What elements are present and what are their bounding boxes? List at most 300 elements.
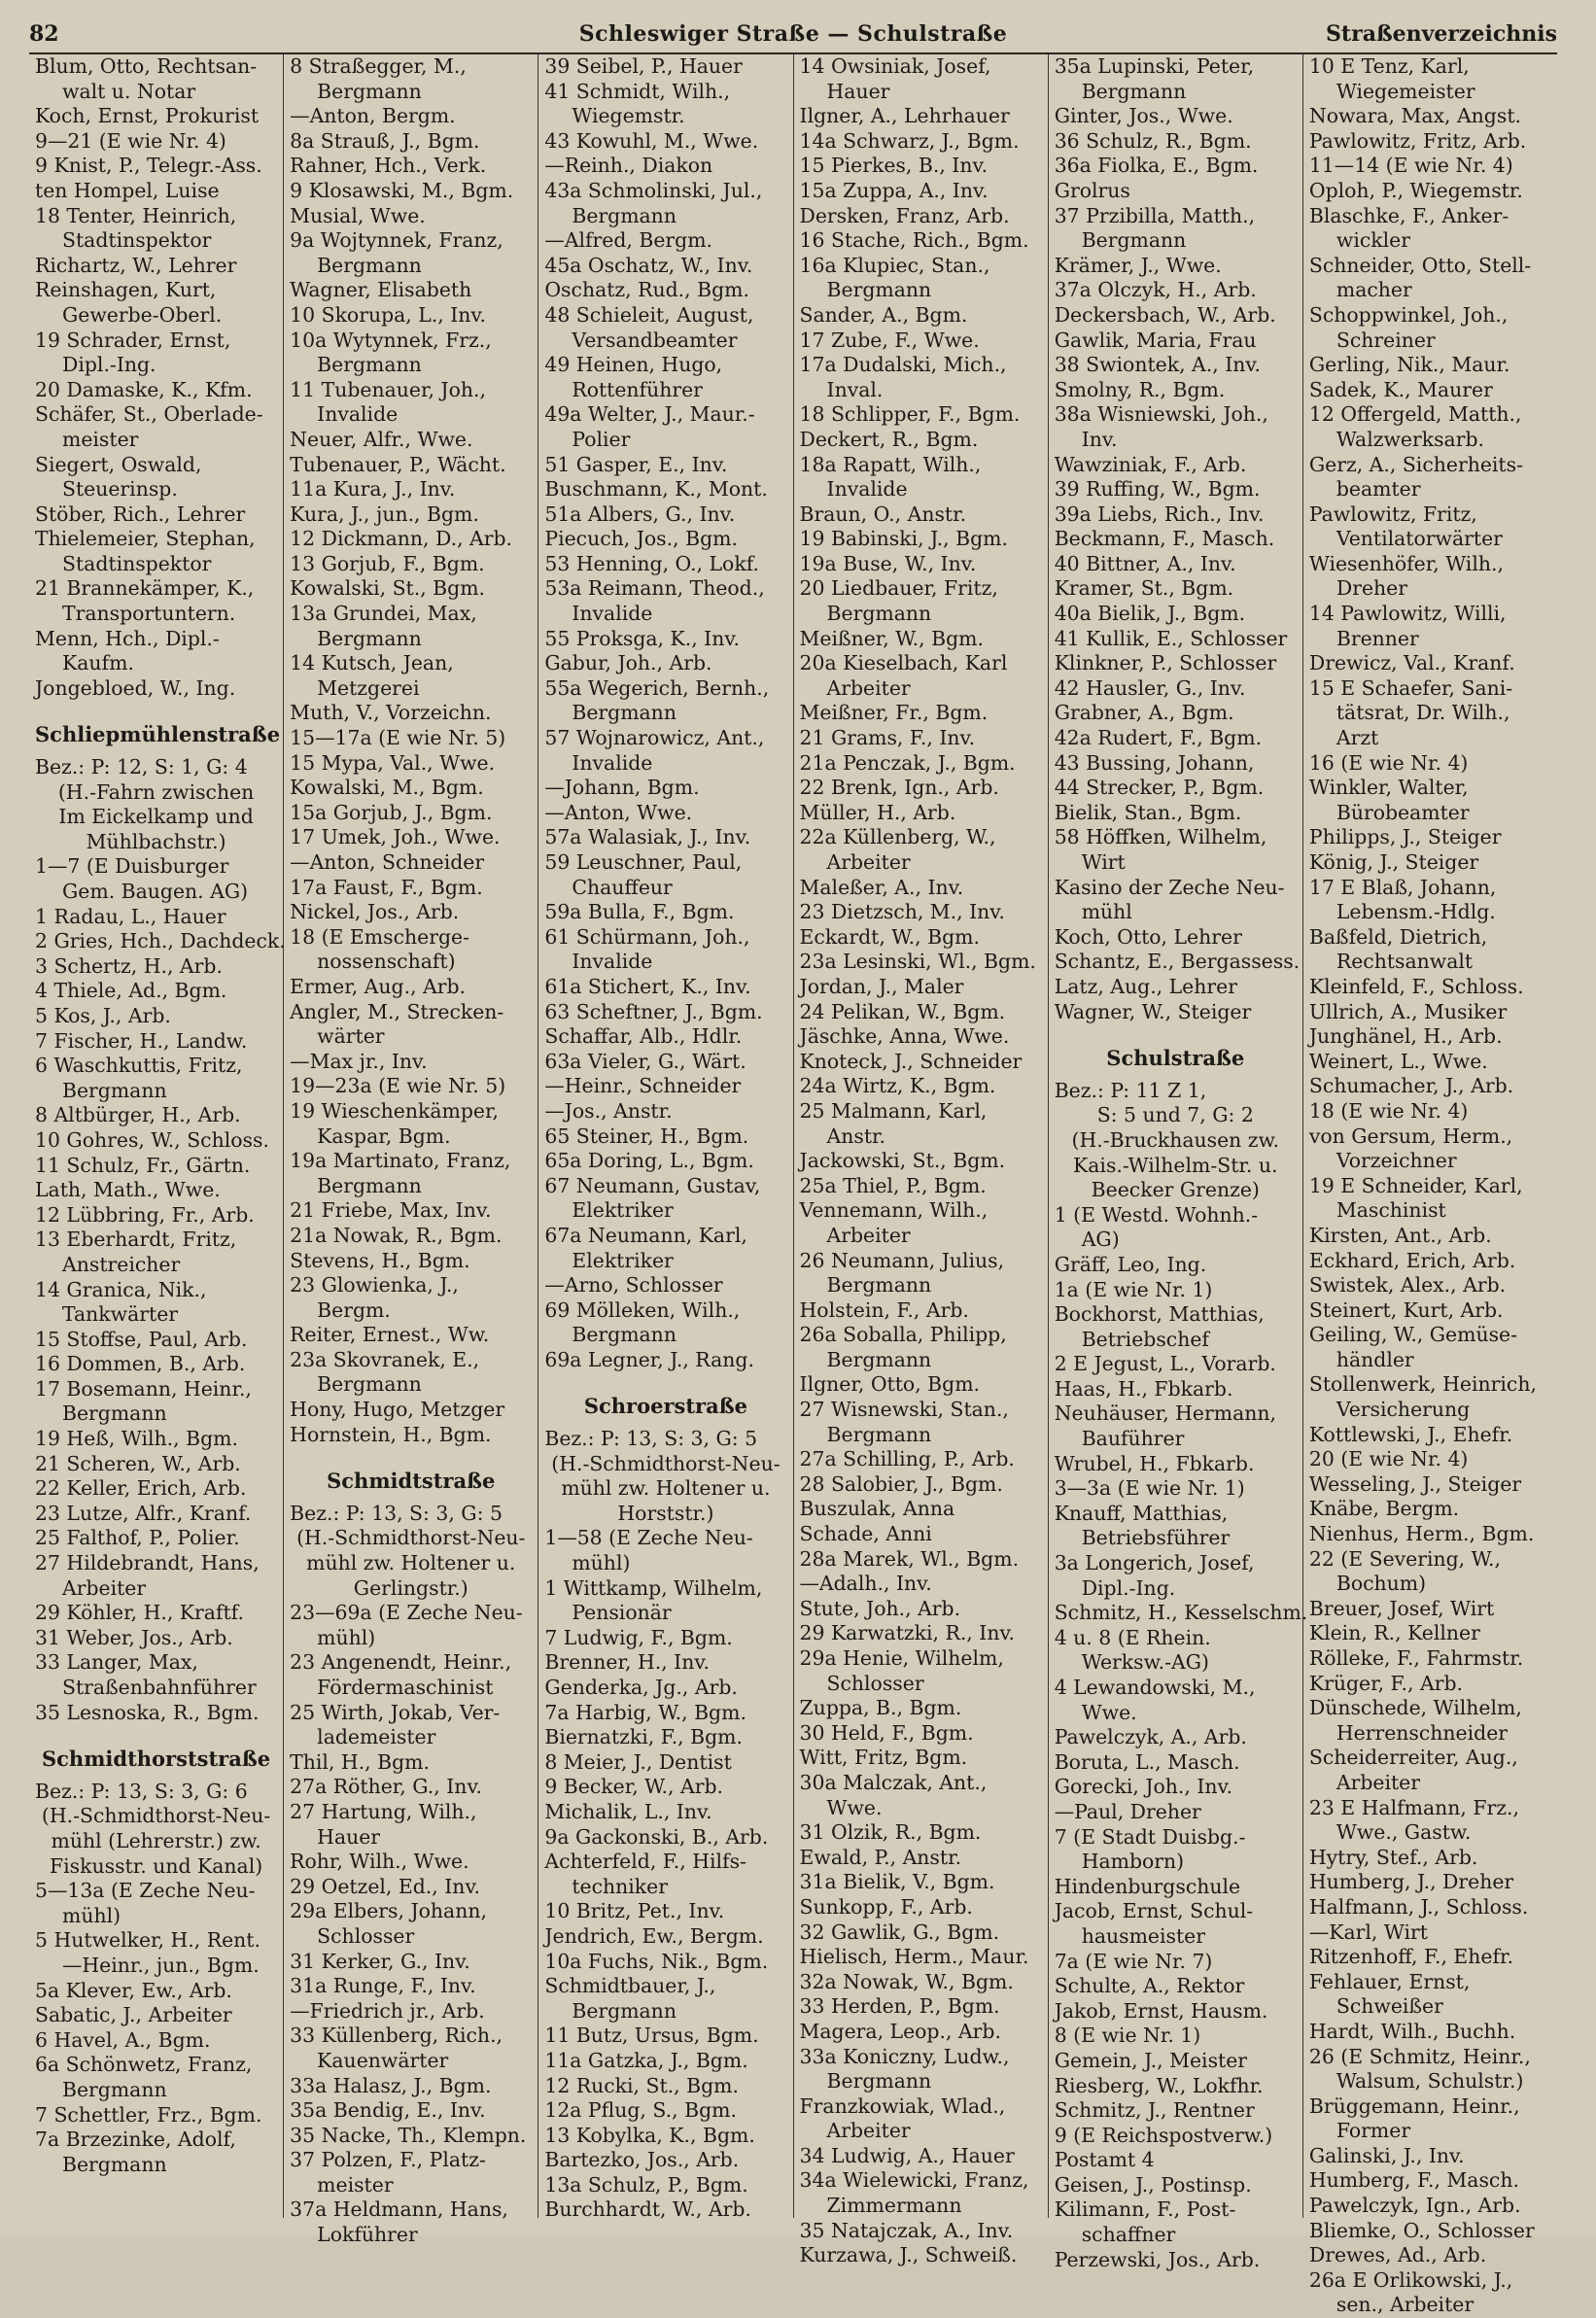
entry-line: Polier	[572, 427, 631, 451]
entry-line: Anstreicher	[62, 1252, 181, 1276]
entry-line: 49 Heinen, Hugo,	[544, 353, 723, 377]
entry-line: Meißner, W., Bgm.	[799, 626, 984, 650]
entry-line: Richartz, W., Lehrer	[35, 253, 237, 277]
entry-line: —Johann, Bgm.	[544, 776, 700, 800]
entry-line: walt u. Notar	[62, 79, 196, 103]
entry-line: Invalide	[572, 602, 653, 626]
entry-line: Hindenburgschule	[1054, 1874, 1241, 1898]
entry-line: Kilimann, F., Post-	[1054, 2197, 1236, 2222]
entry-line: Holstein, F., Arb.	[799, 1297, 969, 1322]
entry-line: 22 (E Severing, W.,	[1308, 1546, 1502, 1571]
entry-line: 34a Wielewicki, Franz,	[799, 2168, 1029, 2193]
entry-line: Blum, Otto, Rechtsan-	[35, 54, 258, 78]
entry-line: Junghänel, H., Arb.	[1308, 1024, 1503, 1049]
entry-line: Brenner, H., Inv.	[544, 1650, 710, 1675]
entry-line: Hauer	[317, 1824, 381, 1849]
entry-line: Schantz, E., Bergassess.	[1054, 950, 1301, 974]
entry-line: Wagner, W., Steiger	[1054, 999, 1252, 1023]
entry-line: Pawelczyk, A., Arb.	[1054, 1725, 1247, 1749]
entry-line: 7 Schettler, Frz., Bgm.	[35, 2102, 262, 2127]
entry-line: 67 Neumann, Gustav,	[544, 1173, 761, 1197]
entry-line: Gewerbe-Oberl.	[62, 302, 223, 327]
entry-line: 3 Schertz, H., Arb.	[35, 953, 223, 978]
entry-line: 22 Keller, Erich, Arb.	[35, 1476, 247, 1501]
entry-line: Steinert, Kurt, Arb.	[1308, 1297, 1504, 1322]
entry-line: Knoteck, J., Schneider	[799, 1049, 1023, 1073]
entry-line: Bliemke, O., Schlosser	[1308, 2218, 1535, 2242]
entry-line: Bergmann	[62, 1078, 167, 1102]
entry-line: 5a Klever, Ew., Arb.	[35, 1978, 232, 2002]
entry-line: 1a (E wie Nr. 1)	[1054, 1277, 1213, 1301]
entry-line: 16 Stache, Rich., Bgm.	[799, 228, 1029, 253]
entry-line: Kaufm.	[62, 651, 134, 675]
entry-line: Bergmann	[572, 1998, 677, 2023]
entry-line: Kauenwärter	[317, 2048, 449, 2072]
entry-line: Fehlauer, Ernst,	[1308, 1969, 1471, 1993]
entry-line: Gerling, Nik., Maur.	[1308, 353, 1510, 377]
entry-line: 10 Skorupa, L., Inv.	[290, 302, 487, 327]
entry-line: Gawlik, Maria, Frau	[1054, 328, 1257, 352]
entry-line: Chauffeur	[572, 875, 673, 899]
entry-line: Schulte, A., Rektor	[1054, 1974, 1245, 1998]
entry-line: Arbeiter	[1336, 1770, 1420, 1794]
entry-line: Wwe.	[826, 1795, 883, 1819]
entry-line: Wiegemeister	[1336, 79, 1475, 103]
entry-line: 3a Longerich, Josef,	[1054, 1551, 1255, 1575]
entry-line: 17a Dudalski, Mich.,	[799, 353, 1007, 377]
entry-line: Eckhard, Erich, Arb.	[1308, 1248, 1516, 1272]
entry-line: Bez.: P: 13, S: 3, G: 6	[35, 1779, 248, 1803]
entry-line: 33 Herden, P., Bgm.	[799, 1994, 1000, 2019]
entry-line: Kowalski, M., Bgm.	[290, 776, 484, 800]
entry-line: Wawziniak, F., Arb.	[1054, 452, 1247, 476]
entry-line: 21 Brannekämper, K.,	[35, 576, 255, 601]
entry-line: Transportuntern.	[62, 602, 236, 626]
entry-line: Bauführer	[1081, 1427, 1185, 1451]
entry-line: Nickel, Jos., Arb.	[290, 900, 460, 924]
entry-line: —Max jr., Inv.	[290, 1049, 428, 1073]
entry-line: (H.-Schmidthorst-Neu-	[551, 1451, 781, 1475]
entry-line: Knauff, Matthias,	[1054, 1501, 1229, 1525]
entry-line: Krüger, F., Arb.	[1308, 1671, 1463, 1695]
entry-line: 13 Gorjub, F., Bgm.	[290, 551, 485, 575]
entry-line: 37a Heldmann, Hans,	[290, 2197, 508, 2222]
entry-line: 26a E Orlikowski, J.,	[1308, 2267, 1513, 2292]
entry-line: 9a Gackonski, B., Arb.	[544, 1824, 769, 1849]
entry-line: Betriebschef	[1081, 1327, 1209, 1351]
entry-line: Bergmann	[572, 701, 677, 725]
entry-line: 22a Küllenberg, W.,	[799, 825, 996, 849]
entry-line: 65a Doring, L., Bgm.	[544, 1149, 754, 1173]
entry-line: Sadek, K., Maurer	[1308, 377, 1493, 401]
entry-line: Geiling, W., Gemüse-	[1308, 1323, 1518, 1347]
entry-line: 29 Karwatzki, R., Inv.	[799, 1621, 1016, 1645]
street-heading: Schmidthorststraße	[41, 1747, 271, 1772]
entry-line: 23a Lesinski, Wl., Bgm.	[799, 950, 1036, 974]
entry-line: mühl)	[317, 1625, 376, 1649]
entry-line: Bergmann	[62, 1401, 167, 1426]
entry-line: Kurzawa, J., Schweiß.	[799, 2243, 1018, 2267]
entry-line: 26 Neumann, Julius,	[799, 1248, 1005, 1272]
entry-line: 69 Mölleken, Wilh.,	[544, 1297, 741, 1322]
entry-line: 27a Röther, G., Inv.	[290, 1775, 483, 1799]
entry-line: Arbeiter	[826, 1223, 911, 1247]
entry-line: Gorecki, Joh., Inv.	[1054, 1775, 1233, 1799]
entry-line: Bergmann	[826, 278, 932, 302]
entry-line: 10a Wytynnek, Frz.,	[290, 328, 492, 352]
entry-line: 14 Owsiniak, Josef,	[799, 54, 991, 78]
entry-line: Bergmann	[317, 1372, 422, 1397]
entry-line: 1—58 (E Zeche Neu-	[544, 1526, 753, 1550]
entry-line: mühl)	[62, 1903, 121, 1927]
entry-line: 17 Umek, Joh., Wwe.	[290, 825, 501, 849]
text-columns	[29, 54, 1557, 2317]
entry-line: 13 Eberhardt, Fritz,	[35, 1228, 237, 1252]
entry-line: 35 Natajczak, A., Inv.	[799, 2218, 1014, 2242]
entry-line: —Heinr., Schneider	[544, 1074, 742, 1098]
entry-line: —Reinh., Diakon	[544, 154, 713, 178]
entry-line: Stöber, Rich., Lehrer	[35, 502, 246, 526]
entry-line: 27a Schilling, P., Arb.	[799, 1447, 1015, 1471]
entry-line: Schaffar, Alb., Hdlr.	[544, 1024, 743, 1049]
entry-line: sen., Arbeiter	[1336, 2293, 1475, 2317]
column-5	[1049, 54, 1308, 2271]
entry-line: Schlosser	[317, 1923, 415, 1948]
entry-line: Schumacher, J., Arb.	[1308, 1074, 1514, 1098]
entry-line: 55a Wegerich, Bernh.,	[544, 675, 770, 700]
entry-line: Fördermaschinist	[317, 1676, 494, 1699]
entry-line: Bochum)	[1336, 1572, 1427, 1596]
entry-line: 1 Radau, L., Hauer	[35, 904, 226, 928]
entry-line: Ewald, P., Anstr.	[799, 1845, 962, 1869]
entry-line: 21 Scheren, W., Arb.	[35, 1451, 241, 1475]
entry-line: schaffner	[1081, 2223, 1176, 2247]
entry-line: 37 Polzen, F., Platz-	[290, 2148, 486, 2172]
entry-line: Kleinfeld, F., Schloss.	[1308, 974, 1524, 998]
entry-line: beamter	[1336, 477, 1421, 502]
entry-line: 2 E Jegust, L., Vorarb.	[1054, 1352, 1276, 1376]
entry-line: (H.-Bruckhausen zw.	[1071, 1127, 1280, 1152]
entry-line: 42a Rudert, F., Bgm.	[1054, 726, 1263, 750]
entry-line: Rahner, Hch., Verk.	[290, 154, 487, 178]
entry-line: Bergmann	[572, 1323, 677, 1347]
entry-line: Rechtsanwalt	[1336, 950, 1474, 974]
entry-line: —Anton, Bergm.	[290, 104, 456, 128]
entry-line: 58 Höffken, Wilhelm,	[1054, 825, 1267, 849]
entry-line: Im Eickelkamp und	[58, 805, 254, 829]
entry-line: Biernatzki, F., Bgm.	[544, 1725, 743, 1749]
entry-line: Knäbe, Bergm.	[1308, 1497, 1460, 1521]
entry-line: Jackowski, St., Bgm.	[799, 1149, 1006, 1173]
entry-line: Tankwärter	[62, 1302, 179, 1327]
entry-line: 31 Kerker, G., Inv.	[290, 1949, 470, 1973]
entry-line: Jakob, Ernst, Hausm.	[1054, 1998, 1268, 2023]
entry-line: Humberg, F., Masch.	[1308, 2168, 1519, 2193]
entry-line: mühl zw. Holtener u.	[306, 1551, 516, 1575]
entry-line: Franzkowiak, Wlad.,	[799, 2093, 1006, 2118]
entry-line: Kasino der Zeche Neu-	[1054, 875, 1285, 899]
entry-line: Bergmann	[826, 2069, 932, 2093]
entry-line: Steuerinsp.	[62, 477, 178, 502]
entry-line: Arbeiter	[826, 675, 911, 700]
entry-line: 33a Halasz, J., Bgm.	[290, 2073, 492, 2097]
entry-line: Siegert, Oswald,	[35, 452, 202, 476]
entry-line: Gerz, A., Sicherheits-	[1308, 452, 1523, 476]
entry-line: 11a Kura, J., Inv.	[290, 477, 456, 502]
entry-line: Reinshagen, Kurt,	[35, 278, 217, 302]
entry-line: Bez.: P: 13, S: 3, G: 5	[290, 1501, 503, 1525]
entry-line: 8 Meier, J., Dentist	[544, 1749, 732, 1774]
entry-line: Bergmann	[826, 602, 932, 626]
entry-line: 17 Bosemann, Heinr.,	[35, 1376, 252, 1401]
entry-line: 11a Gatzka, J., Bgm.	[544, 2048, 748, 2072]
entry-line: Hornstein, H., Bgm.	[290, 1422, 492, 1446]
entry-line: 43a Schmolinski, Jul.,	[544, 178, 763, 202]
entry-line: Jacob, Ernst, Schul-	[1054, 1899, 1254, 1923]
entry-line: Rölleke, F., Fahrmstr.	[1308, 1646, 1524, 1670]
entry-line: Dipl.-Ing.	[62, 353, 156, 377]
entry-line: 18 Schlipper, F., Bgm.	[799, 402, 1021, 427]
entry-line: Sunkopp, F., Arb.	[799, 1894, 973, 1919]
entry-line: 49a Welter, J., Maur.-	[544, 402, 755, 427]
entry-line: Kramer, St., Bgm.	[1054, 576, 1234, 601]
entry-line: 21 Grams, F., Inv.	[799, 726, 976, 750]
entry-line: 1 (E Westd. Wohnh.-	[1054, 1202, 1259, 1227]
entry-line: Bockhorst, Matthias,	[1054, 1302, 1265, 1327]
entry-line: Baßfeld, Dietrich,	[1308, 924, 1488, 949]
entry-line: 39 Seibel, P., Hauer	[544, 54, 743, 78]
entry-line: 31a Runge, F., Inv.	[290, 1974, 476, 1998]
entry-line: 9—21 (E wie Nr. 4)	[35, 128, 226, 153]
entry-line: Pawelczyk, Ign., Arb.	[1308, 2194, 1521, 2218]
entry-line: 7a Brzezinke, Adolf,	[35, 2128, 236, 2152]
entry-line: 23 Glowienka, J.,	[290, 1273, 459, 1297]
entry-line: hausmeister	[1081, 1923, 1205, 1948]
street-heading: Schulstraße	[1106, 1046, 1245, 1071]
entry-line: Beecker Grenze)	[1091, 1178, 1260, 1202]
entry-line: Bergmann	[826, 1422, 932, 1446]
entry-line: Dipl.-Ing.	[1081, 1575, 1176, 1600]
entry-line: König, J., Steiger	[1308, 850, 1479, 874]
entry-line: Smolny, R., Bgm.	[1054, 377, 1226, 401]
entry-line: Burchhardt, W., Arb.	[544, 2197, 751, 2222]
entry-line: Muth, V., Vorzeichn.	[290, 701, 492, 725]
entry-line: 25a Thiel, P., Bgm.	[799, 1173, 987, 1197]
entry-line: Arzt	[1336, 726, 1379, 750]
entry-line: Schoppwinkel, Joh.,	[1308, 302, 1509, 327]
entry-line: Beckmann, F., Masch.	[1054, 527, 1275, 551]
page-header	[29, 14, 1557, 54]
entry-line: AG)	[1081, 1228, 1120, 1252]
entry-line: 43 Bussing, Johann,	[1054, 750, 1255, 775]
entry-line: Maschinist	[1336, 1198, 1446, 1223]
entry-line: 39 Ruffing, W., Bgm.	[1054, 477, 1261, 502]
entry-line: von Gersum, Herm.,	[1308, 1124, 1513, 1148]
entry-line: Haas, H., Fbkarb.	[1054, 1376, 1233, 1401]
entry-line: 40a Bielik, J., Bgm.	[1054, 602, 1246, 626]
entry-line: 51 Gasper, E., Inv.	[544, 452, 728, 476]
entry-line: —Arno, Schlosser	[544, 1273, 723, 1297]
entry-line: 20 Liedbauer, Fritz,	[799, 576, 998, 601]
entry-line: Reiter, Ernest., Ww.	[290, 1323, 490, 1347]
entry-line: Vorzeichner	[1336, 1149, 1457, 1173]
entry-line: Winkler, Walter,	[1308, 776, 1469, 800]
entry-line: Stadtinspektor	[62, 228, 212, 253]
entry-line: 27 Hartung, Wilh.,	[290, 1799, 477, 1823]
entry-line: 35a Bendig, E., Inv.	[290, 2098, 486, 2123]
entry-line: 33 Küllenberg, Rich.,	[290, 2024, 503, 2048]
entry-line: 3—3a (E wie Nr. 1)	[1054, 1476, 1245, 1501]
entry-line: Ventilatorwärter	[1336, 527, 1503, 551]
entry-line: 9 (E Reichspostverw.)	[1054, 2123, 1273, 2147]
entry-line: —Friedrich jr., Arb.	[290, 1998, 485, 2023]
entry-line: 57a Walasiak, J., Inv.	[544, 825, 751, 849]
entry-line: Magera, Leop., Arb.	[799, 2019, 1001, 2043]
entry-line: 30 Held, F., Bgm.	[799, 1720, 974, 1745]
entry-line: Krämer, J., Wwe.	[1054, 253, 1222, 277]
entry-line: Walzwerksarb.	[1336, 427, 1484, 451]
entry-line: Bergmann	[317, 1173, 422, 1197]
column-4	[794, 54, 1049, 2267]
entry-line: 67a Neumann, Karl,	[544, 1223, 747, 1247]
entry-line: Galinski, J., Inv.	[1308, 2143, 1465, 2167]
entry-line: 10a Fuchs, Nik., Bgm.	[544, 1949, 769, 1973]
entry-line: 12 Dickmann, D., Arb.	[290, 527, 513, 551]
entry-line: Bergmann	[826, 1347, 932, 1371]
entry-line: 18a Rapatt, Wilh.,	[799, 452, 982, 476]
entry-line: Blaschke, F., Anker-	[1308, 203, 1509, 227]
entry-line: 36a Fiolka, E., Bgm.	[1054, 154, 1259, 178]
column-3	[538, 54, 793, 2222]
entry-line: mühl zw. Holtener u.	[561, 1476, 771, 1501]
entry-line: 19 E Schneider, Karl,	[1308, 1173, 1523, 1197]
entry-line: Arbeiter	[826, 850, 911, 874]
entry-line: 6 Havel, A., Bgm.	[35, 2027, 211, 2052]
entry-line: 1 Wittkamp, Wilhelm,	[544, 1575, 763, 1600]
entry-line: wärter	[317, 1024, 385, 1049]
entry-line: Menn, Hch., Dipl.-	[35, 626, 220, 650]
entry-line: Schmitz, J., Rentner	[1054, 2098, 1255, 2123]
entry-line: 20a Kieselbach, Karl	[799, 651, 1008, 675]
entry-line: Geisen, J., Postinsp.	[1054, 2172, 1252, 2197]
entry-line: Wwe., Gastw.	[1336, 1820, 1472, 1845]
entry-line: Hauer	[826, 79, 890, 103]
entry-line: —Karl, Wirt	[1308, 1920, 1428, 1944]
entry-line: 13a Schulz, P., Bgm.	[544, 2172, 748, 2197]
entry-line: Herrenschneider	[1336, 1720, 1509, 1745]
entry-line: Thielemeier, Stephan,	[35, 527, 256, 551]
entry-line: Bergmann	[317, 626, 422, 650]
entry-line: 21 Friebe, Max, Inv.	[290, 1198, 492, 1223]
entry-line: 55 Proksga, K., Inv.	[544, 626, 740, 650]
entry-line: Stollenwerk, Heinrich,	[1308, 1372, 1537, 1397]
street-heading: Schliepmühlenstraße	[35, 722, 281, 747]
entry-line: Invalide	[572, 750, 653, 775]
entry-line: Meißner, Fr., Bgm.	[799, 701, 989, 725]
entry-line: Breuer, Josef, Wirt	[1308, 1596, 1495, 1620]
entry-line: Zuppa, B., Bgm.	[799, 1696, 962, 1720]
entry-line: Hony, Hugo, Metzger	[290, 1398, 505, 1422]
street-heading: Schroerstraße	[583, 1394, 748, 1419]
entry-line: Pensionär	[572, 1601, 672, 1625]
entry-line: Invalide	[572, 950, 653, 974]
entry-line: 18 (E Emscherge-	[290, 924, 469, 949]
entry-line: 17 E Blaß, Johann,	[1308, 875, 1497, 899]
entry-line: 26 (E Schmitz, Heinr.,	[1308, 2044, 1531, 2068]
entry-line: Bergm.	[317, 1297, 391, 1322]
entry-line: Buszulak, Anna	[799, 1497, 955, 1521]
entry-line: 63 Scheftner, J., Bgm.	[544, 999, 763, 1023]
entry-line: Achterfeld, F., Hilfs-	[544, 1850, 746, 1874]
entry-line: 31a Bielik, V., Bgm.	[799, 1870, 995, 1894]
entry-line: Elektriker	[572, 1248, 674, 1272]
entry-line: 24 Pelikan, W., Bgm.	[799, 999, 1006, 1023]
entry-line: Wiegemstr.	[572, 104, 685, 128]
entry-line: Scheiderreiter, Aug.,	[1308, 1746, 1518, 1770]
entry-line: Bergmann	[62, 2152, 167, 2176]
entry-line: Bielik, Stan., Bgm.	[1054, 800, 1242, 824]
entry-line: Kura, J., jun., Bgm.	[290, 502, 479, 526]
entry-line: 15 Mypa, Val., Wwe.	[290, 750, 496, 775]
entry-line: 20 Damaske, K., Kfm.	[35, 377, 253, 401]
entry-line: 5 Hutwelker, H., Rent.	[35, 1928, 260, 1953]
entry-line: 63a Vieler, G., Wärt.	[544, 1049, 746, 1073]
entry-line: Elektriker	[572, 1198, 674, 1223]
entry-line: 22 Brenk, Ign., Arb.	[799, 776, 999, 800]
entry-line: 12a Pflug, S., Bgm.	[544, 2098, 737, 2123]
entry-line: Tubenauer, P., Wächt.	[290, 452, 506, 476]
entry-line: Gem. Baugen. AG)	[62, 880, 249, 903]
entry-line: 6a Schönwetz, Franz,	[35, 2053, 253, 2077]
entry-line: Angler, M., Strecken-	[290, 999, 504, 1023]
entry-line: Swistek, Alex., Arb.	[1308, 1273, 1507, 1297]
entry-line: Thil, H., Bgm.	[290, 1749, 430, 1774]
entry-line: 7 Fischer, H., Landw.	[35, 1028, 248, 1053]
entry-line: 69a Legner, J., Rang.	[544, 1347, 754, 1371]
entry-line: 38a Wisniewski, Joh.,	[1054, 402, 1268, 427]
entry-line: Schneider, Otto, Stell-	[1308, 253, 1532, 277]
entry-line: 16 (E wie Nr. 4)	[1308, 750, 1469, 775]
entry-line: 13a Grundei, Max,	[290, 602, 477, 626]
entry-line: Piecuch, Jos., Bgm.	[544, 527, 738, 551]
entry-line: Metzgerei	[317, 675, 420, 700]
entry-line: Vennemann, Wilh.,	[799, 1198, 989, 1223]
entry-line: Schweißer	[1336, 1994, 1443, 2019]
entry-line: 18 Tenter, Heinrich,	[35, 203, 237, 227]
entry-line: 5 Kos, J., Arb.	[35, 1003, 171, 1027]
entry-line: 35a Lupinski, Peter,	[1054, 54, 1255, 78]
entry-line: Lebensm.-Hdlg.	[1336, 900, 1496, 924]
section-title: Straßenverzeichnis	[1326, 21, 1557, 47]
entry-line: 14 Pawlowitz, Willi,	[1308, 602, 1507, 626]
entry-line: Brenner	[1336, 626, 1419, 650]
entry-line: Gerlingstr.)	[353, 1575, 468, 1600]
entry-line: Drewicz, Val., Kranf.	[1308, 651, 1515, 675]
entry-line: Ilgner, Otto, Bgm.	[799, 1372, 981, 1397]
entry-line: Hamborn)	[1081, 1850, 1185, 1874]
entry-line: Humberg, J., Dreher	[1308, 1870, 1514, 1894]
entry-line: ten Hompel, Luise	[35, 178, 220, 202]
entry-line: Dünschede, Wilhelm,	[1308, 1696, 1522, 1720]
entry-line: Bez.: P: 13, S: 3, G: 5	[544, 1427, 758, 1451]
entry-line: Schäfer, St., Oberlade-	[35, 402, 263, 427]
entry-line: Müller, H., Arb.	[799, 800, 956, 824]
entry-line: Ritzenhoff, F., Ehefr.	[1308, 1945, 1514, 1969]
entry-line: 29 Oetzel, Ed., Inv.	[290, 1874, 481, 1898]
entry-line: 59a Bulla, F., Bgm.	[544, 900, 735, 924]
entry-line: 35 Nacke, Th., Klempn.	[290, 2123, 527, 2147]
entry-line: Neuer, Alfr., Wwe.	[290, 427, 473, 451]
